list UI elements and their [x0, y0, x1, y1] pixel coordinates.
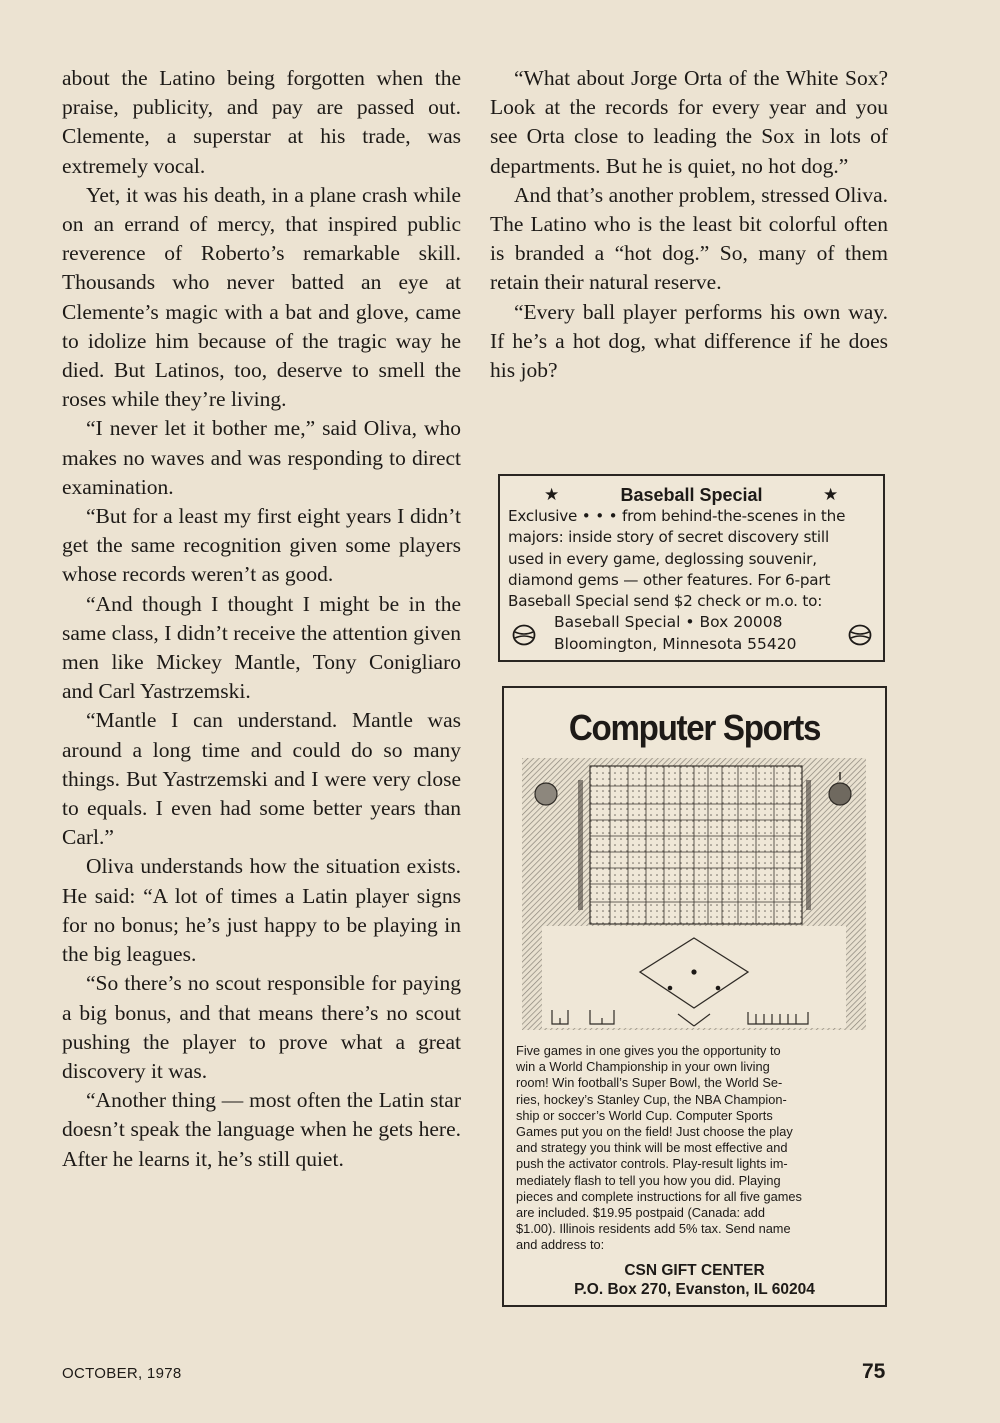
article-right-column	[490, 64, 888, 385]
ad-body-line: ship or soccer’s World Cup. Computer Sports	[516, 1107, 773, 1123]
ad-body	[508, 506, 878, 612]
ad-order-address	[504, 1261, 885, 1299]
ad-body-line: are included. $19.95 postpaid (Canada: add	[516, 1204, 766, 1220]
ad-header	[500, 484, 883, 506]
company-address: P.O. Box 270, Evanston, IL 60204	[574, 1281, 815, 1298]
article-left-column	[62, 64, 461, 1174]
ad-body-line: mediately flash to tell you how you did. Playing	[516, 1172, 781, 1188]
ad-title: Baseball Special	[620, 485, 763, 505]
ad-body-line: Games put you on the field! Just choose the play	[516, 1123, 793, 1139]
ad-body-line: room! Win football’s Super Bowl, the World Se-	[516, 1075, 783, 1091]
ad-body-line: ries, hockey’s Stanley Cup, the NBA Champion-	[516, 1091, 787, 1107]
ad-body-line: Baseball Special send $2 check or m.o. to:	[508, 592, 823, 611]
ad-body-line: diamond gems — other features. For 6-part	[508, 570, 831, 589]
ad-address-line: Baseball Special • Box 20008	[554, 613, 783, 631]
ad-body-line: used in every game, deglossing souvenir,	[508, 549, 817, 568]
ad-body-line: pieces and complete instructions for all five games	[516, 1188, 802, 1204]
ad-body-line: $1.00). Illinois residents add 5% tax. Send name	[516, 1221, 791, 1237]
article-paragraph: “So there’s no scout responsible for paying a big bonus, and that means there’s no scout pushing the player to prove what a great discovery it was.	[62, 971, 461, 1083]
article-paragraph: “Every ball player performs his own way. If he’s a hot dog, what difference if he does his job?	[490, 299, 888, 383]
ad-body-line: push the activator controls. Play-result lights im-	[516, 1156, 788, 1172]
computer-sports-games-ad	[502, 686, 887, 1307]
baseball-icon	[848, 624, 872, 646]
article-paragraph: about the Latino being forgotten when the praise, publicity, and pay are passed out. Clemente, a superstar at his trade, was extremely vocal.	[62, 66, 461, 178]
ad-body-line: Exclusive • • • from behind-the-scenes in the	[508, 507, 846, 525]
star-icon: ★	[544, 485, 560, 505]
article-paragraph: “Another thing — most often the Latin star doesn’t speak the language when he gets here. After he learns it, he’s still quiet.	[62, 1088, 461, 1171]
ad-address-line: Bloomington, Minnesota 55420	[554, 634, 797, 653]
ad-body-line: Five games in one gives you the opportunity to	[516, 1043, 781, 1058]
ad-body-line: and address to:	[516, 1237, 605, 1253]
article-paragraph: Yet, it was his death, in a plane crash while on an errand of mercy, that inspired public reverence of Roberto’s remarkable skill. Thousands who never batted an eye at Clemente’s magic with a bat and glove, came to idolize him because of the tragic way he died. But Latinos, too, deserve to smell the roses while they’re living.	[62, 182, 461, 412]
article-paragraph: “And though I thought I might be in the same class, I didn’t receive the attention given men like Mickey Mantle, Tony Conigliaro and Carl Yastrzemski.	[62, 591, 461, 704]
article-paragraph: Oliva understands how the situation exists. He said: “A lot of times a Latin player signs for no bonus; he’s just happy to be playing in the big leagues.	[62, 854, 461, 967]
ad-body-line: win a World Championship in your own living	[516, 1059, 770, 1075]
company-name: CSN GIFT CENTER	[624, 1262, 765, 1279]
issue-date: OCTOBER, 1978	[62, 1365, 182, 1382]
ad-body	[516, 1043, 882, 1253]
page-number: 75	[862, 1360, 886, 1383]
ad-address	[500, 612, 883, 656]
ad-body-line: and strategy you think will be most effective and	[516, 1140, 788, 1156]
article-paragraph: And that’s another problem, stressed Oliva. The Latino who is the least bit colorful often is branded a “hot dog.” So, many of them retain their natural reserve.	[490, 182, 888, 295]
game-board-illustration	[522, 758, 866, 1030]
article-paragraph: “But for a least my first eight years I didn’t get the same recognition given some players whose records weren’t as good.	[62, 504, 461, 587]
baseball-icon	[512, 624, 536, 646]
ad-body-line: majors: inside story of secret discovery still	[508, 528, 829, 547]
baseball-special-ad	[498, 474, 885, 662]
article-paragraph: “I never let it bother me,” said Oliva, who makes no waves and was responding to direct examination.	[62, 416, 461, 499]
star-icon: ★	[823, 485, 839, 505]
article-paragraph: “What about Jorge Orta of the White Sox? Look at the records for every year and you see Orta close to leading the Sox in lots of departments. But he is quiet, no hot dog.”	[490, 66, 888, 178]
ad-title: Computer Sports	[568, 707, 821, 748]
article-paragraph: “Mantle I can understand. Mantle was around a long time and could do so many things. But Yastrzemski and I were very close to equals. I even had some better years than Carl.”	[62, 708, 461, 850]
